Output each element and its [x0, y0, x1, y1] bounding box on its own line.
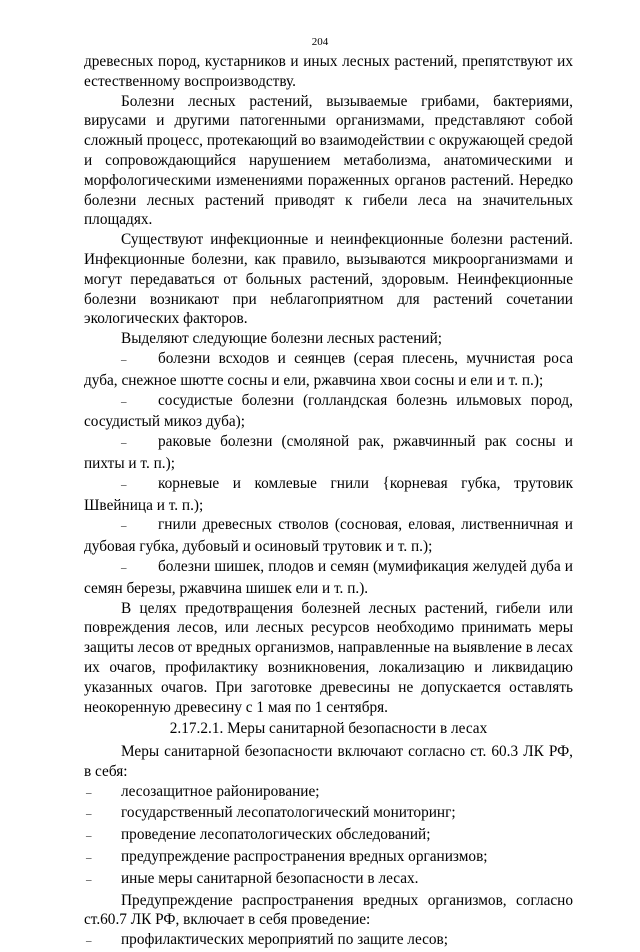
section-heading: 2.17.2.1. Меры санитарной безопасности в лесах: [169, 720, 488, 738]
dash-marker: –: [86, 786, 92, 799]
list-item-text: корневые и комлевые гнили {корневая губка, трутовик Швейница и т. п.);: [84, 474, 573, 514]
list-item: [84, 474, 573, 516]
paragraph-prevention: Предупреждение распространения вредных организмов, согласно ст.60.7 ЛК РФ, включает в себя проведение:: [84, 891, 573, 929]
measures-list: [84, 782, 573, 891]
dash-marker: –: [121, 561, 127, 574]
dash-marker: –: [121, 437, 127, 450]
list-item: [84, 869, 573, 891]
dash-marker: –: [121, 520, 127, 533]
paragraph-protection-measures: В целях предотвращения болезней лесных растений, гибели или повреждения лесов, или лесных ресурсов необходимо принимать меры защиты лесов от вредных организмов, направленные на выявление в лесах их очагов, профилактику возникновения, локализацию и ликвидацию указанных очагов. При заготовке древесины не допускается оставлять неокоренную древесину с 1 мая по 1 сентября.: [84, 599, 573, 716]
dash-marker: –: [86, 830, 92, 843]
dash-marker: –: [121, 395, 127, 408]
list-item: [84, 825, 573, 847]
page-number: 204: [311, 36, 329, 48]
dash-marker: –: [86, 852, 92, 865]
list-item-text: раковые болезни (смоляной рак, ржавчинный рак сосны и пихты и т. п.);: [84, 433, 573, 472]
list-item-text: гнили древесных стволов (сосновая, еловая, лиственничная и дубовая губка, дубовый и осиновый трутовик и т. п.);: [84, 516, 573, 556]
list-item-text: лесозащитное районирование;: [121, 782, 320, 800]
list-item-text: сосудистые болезни (голландская болезнь ильмовых пород, сосудистый микоз дуба);: [84, 391, 573, 431]
paragraph-list-intro: Выделяют следующие болезни лесных растений;: [121, 330, 443, 348]
list-item-text: болезни шишек, плодов и семян (мумификация желудей дуба и семян березы, ржавчина шишек ели и т. п.).: [84, 557, 573, 597]
list-item: [84, 557, 573, 599]
dash-marker: –: [121, 353, 127, 366]
list-item-text: проведение лесопатологических обследований;: [121, 826, 431, 844]
list-item-text: болезни всходов и сеянцев (серая плесень, мучнистая роса дуба, снежное шютте сосны и ели, ржавчина хвои сосны и ели и т. п.);: [84, 349, 573, 389]
prevention-list: [84, 930, 573, 952]
page-body: [84, 52, 573, 952]
list-item: [84, 391, 573, 433]
list-item: [84, 782, 573, 804]
dash-marker: –: [86, 935, 92, 948]
list-item-text: профилактических мероприятий по защите лесов;: [121, 931, 449, 949]
disease-list: [84, 349, 573, 599]
dash-marker: –: [86, 873, 92, 886]
dash-marker: –: [121, 478, 127, 491]
list-item: [84, 515, 573, 557]
paragraph-infectious: Существуют инфекционные и неинфекционные болезни растений. Инфекционные болезни, как правило, вызываются микроорганизмами и могут передаваться от больных растений, здоровым. Неинфекционные болезни возникают при неблагоприятном для растений сочетании экологических факторов.: [84, 231, 573, 328]
list-item: [84, 803, 573, 825]
list-item-text: иные меры санитарной безопасности в лесах.: [121, 869, 419, 887]
paragraph-continuation: древесных пород, кустарников и иных лесных растений, препятствуют их естественному воспроизводству.: [84, 53, 573, 90]
paragraph-sanitary-measures: Меры санитарной безопасности включают согласно ст. 60.3 ЛК РФ, в себя:: [84, 743, 573, 780]
paragraph-diseases-intro: Болезни лесных растений, вызываемые грибами, бактериями, вирусами и другими патогенными организмами, представляют собой сложный процесс, протекающий во взаимодействии с окружающей средой и сопровождающийся нарушением метаболизма, анатомическими и морфологическими изменениями пораженных органов растений. Нередко болезни лесных растений приводят к гибели леса на значительных площадях.: [84, 92, 573, 229]
list-item: [84, 349, 573, 391]
list-item: [84, 930, 573, 952]
list-item-text: предупреждение распространения вредных организмов;: [121, 848, 488, 866]
list-item-text: государственный лесопатологический мониторинг;: [121, 804, 456, 822]
list-item: [84, 432, 573, 474]
list-item: [84, 847, 573, 869]
dash-marker: –: [86, 808, 92, 821]
